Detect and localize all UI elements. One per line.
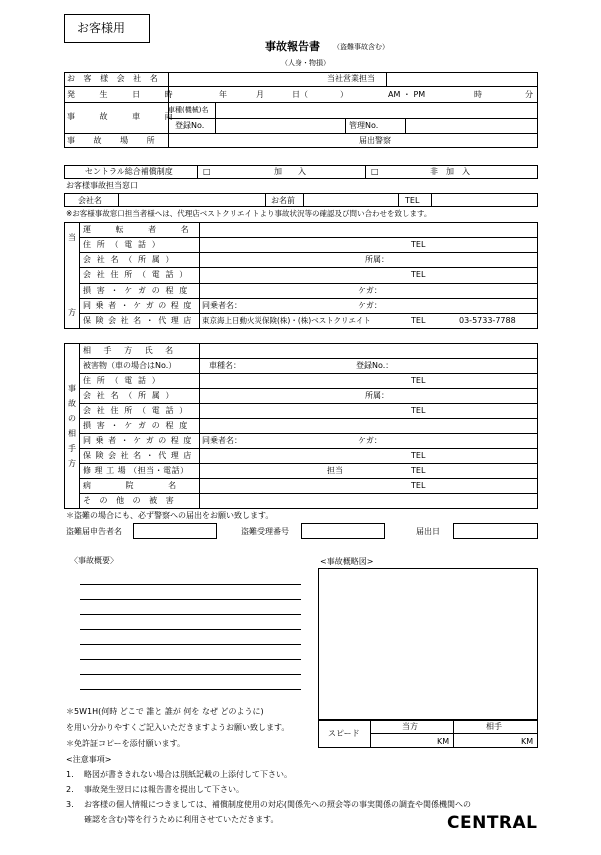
our-side-label-top: 当 — [68, 233, 76, 242]
sales-rep-field[interactable] — [387, 73, 537, 85]
hint-license: ＊免許証コピーを添付願います。 — [66, 739, 186, 748]
other-property-label: 被害物（車の場合はNo.） — [83, 361, 177, 370]
form-title-type: （人身・物損） — [281, 59, 330, 67]
our-address-label: 住 所 （ 電 話 ） — [83, 240, 162, 249]
accident-place-label: 事 故 場 所 — [67, 136, 163, 145]
other-insurance-label: 保 険 会 社 名 ・ 代 理 店 — [83, 451, 193, 460]
police-label: 届出警察 — [359, 136, 391, 145]
speed-ours-label: 当方 — [402, 722, 418, 731]
other-address-tel: TEL — [411, 376, 426, 385]
contact-name-field[interactable] — [304, 194, 397, 206]
contact-company-field[interactable] — [119, 194, 264, 206]
our-address-tel: TEL — [411, 240, 426, 249]
theft-receipt-label: 盗難受理番号 — [241, 527, 289, 536]
our-insurance-tel-label: TEL — [411, 316, 426, 325]
other-registration: 登録No.： — [356, 361, 394, 370]
our-passenger-name: 同乗者名： — [202, 301, 242, 310]
other-passenger-injury: ケガ： — [358, 436, 382, 445]
accident-vehicle-label: 事 故 車 両 — [67, 112, 184, 121]
other-vehicle-model: 車種名： — [209, 361, 241, 370]
theft-date-label: 届出日 — [416, 527, 440, 536]
summary-line-1[interactable] — [80, 584, 301, 585]
note-1-text: 略図が書ききれない場合は別紙記載の上添付して下さい。 — [84, 770, 292, 779]
central-logo: CENTRAL — [447, 813, 538, 833]
vehicle-model-label: 車種(機械)名 — [168, 106, 209, 114]
speed-theirs-field[interactable] — [454, 734, 518, 747]
hint-clarity: を用い分かりやすくご記入いただきますようお願い致します。 — [66, 723, 290, 732]
theft-reporter-field[interactable] — [133, 523, 217, 539]
other-name-field[interactable] — [200, 344, 537, 357]
contact-tel-label: TEL — [405, 196, 420, 205]
other-hospital-label: 病 院 名 — [83, 481, 193, 490]
our-company-dept: 所属： — [365, 255, 389, 264]
other-side-label-6: 方 — [68, 459, 76, 468]
summary-title: 〈事故概要〉 — [70, 556, 118, 565]
other-side-label-3: の — [68, 414, 76, 423]
other-passenger-name: 同乗者名： — [202, 436, 242, 445]
other-name-label: 相 手 方 氏 名 — [83, 346, 179, 355]
customer-copy-label: お客様用 — [77, 21, 126, 35]
speed-ours-field[interactable] — [371, 734, 435, 747]
summary-line-6[interactable] — [80, 659, 301, 660]
sketch-title: <事故概略図> — [320, 557, 374, 566]
speed-ours-unit: KM — [437, 737, 450, 746]
theft-note: ＊盗難の場合にも、必ず警察への届出をお願い致します。 — [66, 511, 274, 520]
our-company-address-label: 会 社 住 所 （ 電 話 ） — [83, 270, 189, 279]
contact-company-label: 会社名 — [78, 196, 102, 205]
our-driver-field[interactable] — [200, 223, 537, 236]
form-title-sub: （盗難事故含む） — [333, 43, 389, 51]
join-label: 加 入 — [274, 167, 306, 176]
our-company-label: 会 社 名 （ 所 属 ） — [83, 255, 176, 264]
sales-rep-label: 当社営業担当 — [327, 74, 375, 83]
not-join-label: 非 加 入 — [430, 167, 470, 176]
customer-company-label: お 客 様 会 社 名 — [67, 74, 161, 83]
date-minute: 分 — [525, 90, 533, 99]
contact-title: お客様事故担当窓口 — [66, 181, 138, 190]
summary-line-4[interactable] — [80, 629, 301, 630]
compensation-label: セントラル総合補償制度 — [85, 167, 173, 176]
other-company-address-tel: TEL — [411, 406, 426, 415]
notes-title: <注意事項> — [66, 755, 112, 764]
theft-reporter-label: 盗難届申告者名 — [66, 527, 122, 536]
hint-5w1h: ＊5W1H(何時 どこで 誰と 誰が 何を なぜ どのように) — [66, 707, 264, 716]
theft-date-field[interactable] — [453, 523, 538, 539]
speed-label: スピード — [328, 729, 360, 738]
other-company-dept: 所属： — [365, 391, 389, 400]
management-field[interactable] — [406, 119, 537, 132]
contact-name-label: お名前 — [271, 196, 295, 205]
other-side-label-2: 故 — [68, 399, 76, 408]
summary-line-3[interactable] — [80, 614, 301, 615]
note-2-num: 2. — [66, 785, 74, 794]
our-passenger-label: 同 乗 者 ・ ケ ガ の 程 度 — [83, 301, 193, 310]
date-hour: 時 — [474, 90, 482, 99]
vehicle-model-field[interactable] — [216, 103, 537, 117]
other-damage-label: 損 害 ・ ケ ガ の 程 度 — [83, 421, 189, 430]
our-side-label-bottom: 方 — [68, 308, 76, 317]
note-1-num: 1. — [66, 770, 74, 779]
other-company-address-label: 会 社 住 所 （ 電 話 ） — [83, 406, 189, 415]
other-repair-tel: TEL — [411, 466, 426, 475]
summary-line-5[interactable] — [80, 644, 301, 645]
note-3-continued: 確認を含む)等を行うために利用させていただきます。 — [84, 815, 279, 824]
date-day: 日（ — [292, 90, 308, 99]
other-passenger-label: 同 乗 者 ・ ケ ガ の 程 度 — [83, 436, 193, 445]
accident-place-field[interactable] — [169, 134, 349, 147]
summary-line-8[interactable] — [80, 689, 301, 690]
speed-theirs-label: 相手 — [486, 722, 502, 731]
speed-theirs-unit: KM — [521, 737, 534, 746]
other-side-label-5: 手 — [68, 444, 76, 453]
occurrence-date-label: 発 生 日 時 — [67, 90, 184, 99]
date-close: ） — [340, 90, 348, 99]
other-other-damage-label: そ の 他 の 被 害 — [83, 496, 177, 505]
other-insurance-tel: TEL — [411, 451, 426, 460]
note-3-num: 3. — [66, 800, 74, 809]
date-month: 月 — [256, 90, 264, 99]
our-injury-label: ケガ： — [358, 286, 382, 295]
our-insurance-company: 東京海上日動火災保険(株)・(株)ベストクリエイト — [202, 316, 371, 325]
theft-receipt-field[interactable] — [301, 523, 385, 539]
contact-tel-field[interactable] — [432, 194, 537, 206]
date-year: 年 — [219, 90, 227, 99]
other-repair-label: 修 理 工 場 （担当・電話） — [83, 466, 189, 475]
note-2-text: 事故発生翌日には報告書を提出して下さい。 — [84, 785, 244, 794]
form-title: 事故報告書 — [265, 40, 320, 53]
note-3-text: お客様の個人情報につきましては、補償制度使用の対応(関係先への照会等の事実関係の調査や関係機関への — [84, 800, 471, 809]
join-checkbox[interactable]: □ — [203, 167, 211, 176]
customer-company-field[interactable] — [169, 73, 319, 85]
other-hospital-tel: TEL — [411, 481, 426, 490]
sketch-area[interactable] — [318, 568, 538, 720]
our-insurance-tel: 03-5733-7788 — [459, 316, 516, 325]
summary-line-2[interactable] — [80, 599, 301, 600]
management-label: 管理No. — [349, 121, 379, 130]
other-company-label: 会 社 名 （ 所 属 ） — [83, 391, 176, 400]
other-side-label-4: 相 — [68, 429, 76, 438]
notice-text: ※お客様事故窓口担当者様へは、代理店ベストクリエイトより事故状況等の確認及び問い合わせを致します。 — [66, 209, 432, 218]
other-address-label: 住 所 （ 電 話 ） — [83, 376, 162, 385]
other-side-label-1: 事 — [68, 384, 76, 393]
registration-field[interactable] — [216, 119, 344, 132]
our-company-address-tel: TEL — [411, 270, 426, 279]
registration-label: 登録No. — [175, 121, 205, 130]
summary-line-7[interactable] — [80, 674, 301, 675]
other-repair-person: 担当 — [327, 466, 343, 475]
our-insurance-label: 保 険 会 社 名 ・ 代 理 店 — [83, 316, 193, 325]
date-ampm: AM ・ PM — [388, 90, 426, 99]
our-passenger-injury: ケガ： — [358, 301, 382, 310]
our-damage-label: 損 害 ・ ケ ガ の 程 度 — [83, 286, 189, 295]
not-join-checkbox[interactable]: □ — [371, 167, 379, 176]
our-driver-label: 運 転 者 名 — [83, 225, 200, 234]
